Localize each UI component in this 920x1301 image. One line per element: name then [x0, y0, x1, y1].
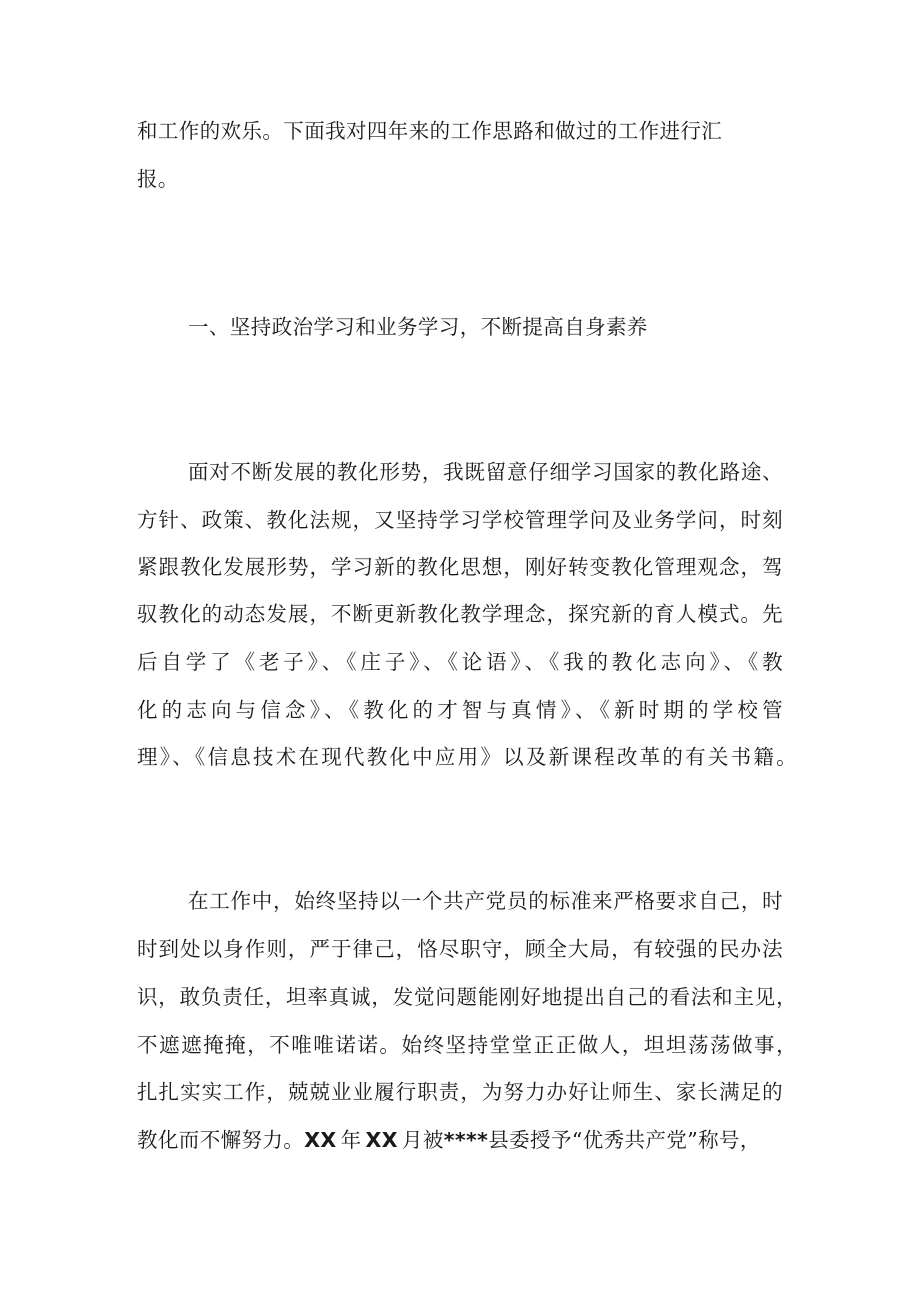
text-run: 年: [340, 1128, 362, 1152]
text-run: 县委授予“优秀共产党”称号，: [488, 1128, 761, 1152]
intro-line-2: 报。: [137, 167, 179, 191]
paragraph-line: 方针、政策、教化法规，又坚持学习学校管理学问及业务学问，时刻: [137, 508, 783, 532]
paragraph-line: 识，敢负责任，坦率真诚，发觉问题能刚好地提出自己的看法和主见，: [137, 985, 797, 1009]
paragraph-line: 理》、《信息技术在现代教化中应用》以及新课程改革的有关书籍。: [137, 745, 797, 769]
paragraph-line: 时到处以身作则，严于律己，恪尽职守，顾全大局，有较强的民办法: [137, 937, 783, 961]
placeholder-year: XX: [304, 1128, 337, 1152]
paragraph-line: 化的志向与信念》、《教化的才智与真情》、《新时期的学校管: [137, 698, 783, 722]
paragraph-line: 紧跟教化发展形势，学习新的教化思想，刚好转变教化管理观念，驾: [137, 555, 783, 579]
paragraph-line: 不遮遮掩掩，不唯唯诺诺。始终坚持堂堂正正做人，坦坦荡荡做事，: [137, 1033, 797, 1057]
placeholder-month: XX: [365, 1128, 398, 1152]
paragraph-line: 在工作中，始终坚持以一个共产党员的标准来严格要求自己，时: [188, 889, 783, 913]
paragraph-line: 面对不断发展的教化形势，我既留意仔细学习国家的教化路途、: [188, 460, 783, 484]
text-run: 教化而不懈努力。: [137, 1128, 305, 1152]
placeholder-county: ****: [443, 1128, 489, 1152]
text-run: 月被: [401, 1128, 444, 1152]
paragraph-line: 扎扎实实工作，兢兢业业履行职责，为努力办好让师生、家长满足的: [137, 1080, 783, 1104]
paragraph-line: 驭教化的动态发展，不断更新教化教学理念，探究新的育人模式。先: [137, 602, 783, 626]
intro-line-1: 和工作的欢乐。下面我对四年来的工作思路和做过的工作进行汇: [137, 119, 723, 143]
section-heading: 一、坚持政治学习和业务学习，不断提高自身素养: [188, 315, 648, 339]
paragraph-last-line: [137, 1126, 797, 1154]
paragraph-line: 后自学了《老子》、《庄子》、《论语》、《我的教化志向》、《教: [137, 650, 783, 674]
